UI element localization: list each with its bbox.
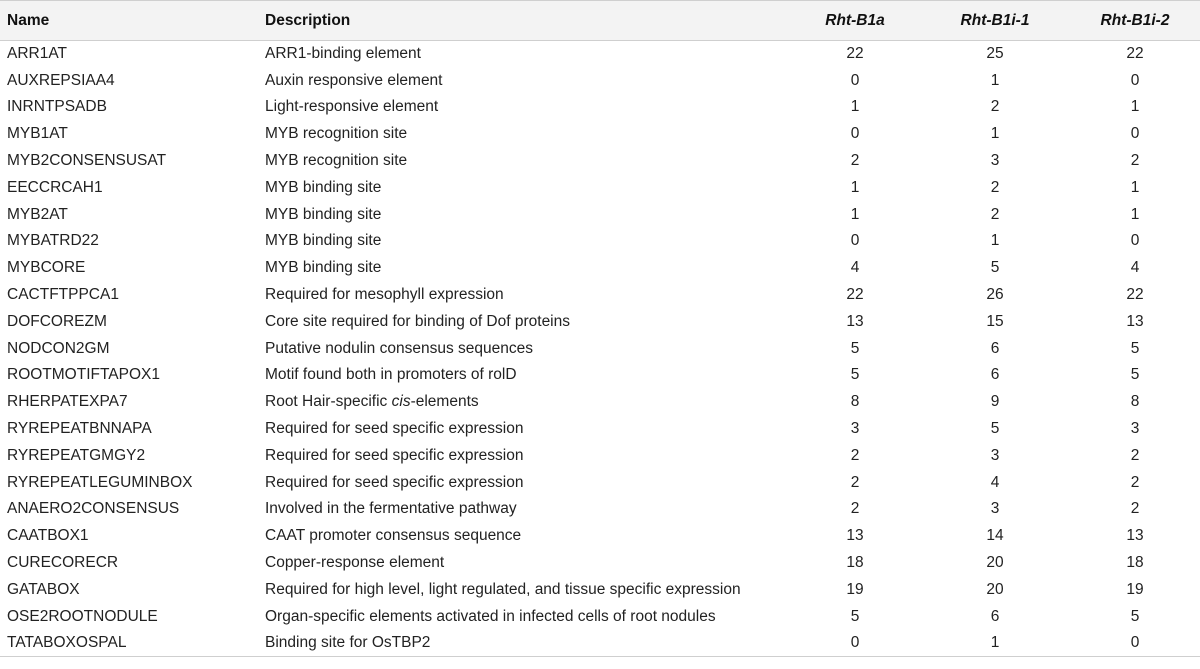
cell-description: Required for seed specific expression [265, 473, 524, 491]
cell-rht-b1i-1: 14 [986, 527, 1004, 545]
cell-name: CAATBOX1 [7, 527, 89, 545]
header-rht-b1a: Rht-B1a [785, 1, 925, 41]
cell-rht-b1i-2: 13 [1126, 312, 1144, 330]
cell-name: MYB1AT [7, 125, 68, 143]
cell-rht-b1i-1: 2 [990, 205, 1000, 223]
cell-name: MYB2CONSENSUSAT [7, 152, 167, 170]
cell-rht-b1i-2: 3 [1130, 420, 1140, 438]
table-row [0, 94, 1200, 121]
table-row [0, 228, 1200, 255]
cell-rht-b1a: 13 [846, 312, 864, 330]
cell-rht-b1a: 1 [850, 205, 860, 223]
cell-name: INRNTPSADB [7, 98, 107, 116]
cell-name: RYREPEATBNNAPA [7, 420, 152, 438]
table-row [0, 335, 1200, 362]
cell-rht-b1a: 18 [846, 554, 864, 572]
cell-description: Motif found both in promoters of rolD [265, 366, 517, 384]
cell-rht-b1a: 19 [846, 580, 864, 598]
cell-rht-b1i-1: 20 [986, 580, 1004, 598]
cell-description: Organ-specific elements activated in infected cells of root nodules [265, 607, 716, 625]
table-body [0, 41, 1200, 657]
cell-description: MYB binding site [265, 259, 382, 277]
cell-rht-b1a: 13 [846, 527, 864, 545]
cell-rht-b1i-2: 22 [1126, 45, 1144, 63]
cell-description: Root Hair-specific cis-elements [265, 393, 479, 411]
cell-description: Putative nodulin consensus sequences [265, 339, 533, 357]
table-header [0, 1, 1200, 41]
cell-rht-b1i-1: 6 [990, 607, 1000, 625]
cell-rht-b1a: 3 [850, 420, 860, 438]
cell-name: RYREPEATLEGUMINBOX [7, 473, 193, 491]
cell-rht-b1a: 2 [850, 152, 860, 170]
table-row [0, 308, 1200, 335]
cell-description: Required for seed specific expression [265, 446, 524, 464]
header-row [0, 1, 1200, 41]
cell-name: NODCON2GM [7, 339, 110, 357]
cell-description: Binding site for OsTBP2 [265, 630, 785, 657]
cell-description: MYB recognition site [265, 125, 408, 143]
cell-rht-b1i-1: 6 [990, 366, 1000, 384]
cell-rht-b1i-2: 0 [1065, 630, 1200, 657]
cell-rht-b1i-2: 19 [1126, 580, 1144, 598]
cell-rht-b1i-1: 3 [990, 500, 1000, 518]
cell-rht-b1i-2: 1 [1130, 178, 1140, 196]
cell-rht-b1i-2: 13 [1126, 527, 1144, 545]
table-row [0, 282, 1200, 309]
cell-name: ANAERO2CONSENSUS [7, 500, 180, 518]
header-description: Description [265, 1, 785, 41]
cell-rht-b1i-2: 0 [1130, 232, 1140, 250]
cell-rht-b1i-1: 1 [990, 71, 1000, 89]
cell-description: MYB binding site [265, 232, 382, 250]
cell-rht-b1i-2: 5 [1130, 607, 1140, 625]
cell-rht-b1i-2: 8 [1130, 393, 1140, 411]
cell-description: MYB binding site [265, 178, 382, 196]
cell-rht-b1i-1: 1 [925, 630, 1065, 657]
cell-rht-b1i-2: 1 [1130, 205, 1140, 223]
cell-rht-b1i-1: 1 [990, 125, 1000, 143]
cell-rht-b1i-2: 5 [1130, 339, 1140, 357]
table-row [0, 442, 1200, 469]
cell-description: MYB recognition site [265, 152, 408, 170]
cell-rht-b1i-2: 4 [1130, 259, 1140, 277]
cell-name: MYBCORE [7, 259, 86, 277]
cell-rht-b1a: 2 [850, 500, 860, 518]
cell-rht-b1a: 0 [850, 125, 860, 143]
cell-description: Core site required for binding of Dof proteins [265, 312, 570, 330]
cell-rht-b1i-2: 22 [1126, 286, 1144, 304]
cell-description: Auxin responsive element [265, 71, 443, 89]
cell-description: Required for mesophyll expression [265, 286, 504, 304]
cell-name: RYREPEATGMGY2 [7, 446, 146, 464]
cell-rht-b1a: 8 [850, 393, 860, 411]
cell-rht-b1i-2: 2 [1130, 446, 1140, 464]
cell-description: Required for high level, light regulated, and tissue specific expression [265, 580, 741, 598]
cell-rht-b1i-2: 1 [1130, 98, 1140, 116]
cell-description: Involved in the fermentative pathway [265, 500, 517, 518]
cell-rht-b1i-2: 5 [1130, 366, 1140, 384]
cell-description: Copper-response element [265, 554, 445, 572]
cell-name: GATABOX [7, 580, 80, 598]
cell-rht-b1a: 0 [850, 232, 860, 250]
table-row [0, 550, 1200, 577]
cell-rht-b1i-1: 4 [990, 473, 1000, 491]
cell-name: OSE2ROOTNODULE [7, 607, 158, 625]
cell-name: AUXREPSIAA4 [7, 71, 115, 89]
cell-rht-b1i-1: 3 [990, 446, 1000, 464]
cell-rht-b1a: 22 [846, 286, 864, 304]
cell-description: Required for seed specific expression [265, 420, 524, 438]
table-row [0, 576, 1200, 603]
table-row [0, 603, 1200, 630]
cell-rht-b1i-1: 3 [990, 152, 1000, 170]
cell-rht-b1a: 1 [850, 98, 860, 116]
table-row [0, 362, 1200, 389]
cell-rht-b1a: 4 [850, 259, 860, 277]
cell-name: CURECORECR [7, 554, 119, 572]
table-row [0, 416, 1200, 443]
cell-rht-b1i-1: 5 [990, 420, 1000, 438]
cell-rht-b1i-2: 2 [1130, 473, 1140, 491]
cell-rht-b1i-2: 2 [1130, 152, 1140, 170]
cell-name: DOFCOREZM [7, 312, 107, 330]
cell-name: CACTFTPPCA1 [7, 286, 119, 304]
cell-rht-b1i-2: 18 [1126, 554, 1144, 572]
table-row [0, 496, 1200, 523]
table-row [0, 523, 1200, 550]
table-row [0, 630, 1200, 657]
table-row [0, 389, 1200, 416]
cell-rht-b1i-1: 26 [986, 286, 1004, 304]
table-row [0, 41, 1200, 68]
cell-rht-b1i-1: 9 [990, 393, 1000, 411]
cell-description: MYB binding site [265, 205, 382, 223]
cell-rht-b1i-2: 2 [1130, 500, 1140, 518]
cell-rht-b1i-2: 0 [1130, 125, 1140, 143]
header-rht-b1i-2: Rht-B1i-2 [1065, 1, 1200, 41]
cell-rht-b1i-1: 20 [986, 554, 1004, 572]
cell-rht-b1a: 2 [850, 473, 860, 491]
table-row [0, 148, 1200, 175]
table-row [0, 255, 1200, 282]
cell-name: MYB2AT [7, 205, 68, 223]
cell-rht-b1i-1: 6 [990, 339, 1000, 357]
cell-name: ARR1AT [7, 45, 68, 63]
cell-name: RHERPATEXPA7 [7, 393, 128, 411]
cell-rht-b1a: 5 [850, 366, 860, 384]
cell-description: CAAT promoter consensus sequence [265, 527, 522, 545]
header-name: Name [0, 1, 265, 41]
table-row [0, 174, 1200, 201]
header-rht-b1i-1: Rht-B1i-1 [925, 1, 1065, 41]
cell-rht-b1i-1: 2 [990, 178, 1000, 196]
cell-rht-b1a: 2 [850, 446, 860, 464]
cell-name: ROOTMOTIFTAPOX1 [7, 366, 160, 384]
cell-name: TATABOXOSPAL [0, 630, 265, 657]
table-row [0, 201, 1200, 228]
cell-rht-b1i-1: 15 [986, 312, 1004, 330]
cell-rht-b1a: 0 [850, 71, 860, 89]
cell-rht-b1a: 22 [846, 45, 864, 63]
table-row [0, 469, 1200, 496]
cell-rht-b1i-1: 2 [990, 98, 1000, 116]
cell-rht-b1i-1: 25 [986, 45, 1004, 63]
cell-description: Light-responsive element [265, 98, 439, 116]
cell-rht-b1a: 5 [850, 607, 860, 625]
cell-name: EECCRCAH1 [7, 178, 103, 196]
cell-description: ARR1-binding element [265, 45, 421, 63]
cell-rht-b1a: 0 [785, 630, 925, 657]
cell-rht-b1i-1: 5 [990, 259, 1000, 277]
cell-rht-b1a: 5 [850, 339, 860, 357]
cell-rht-b1a: 1 [850, 178, 860, 196]
cell-name: MYBATRD22 [7, 232, 99, 250]
table-row [0, 67, 1200, 94]
cell-rht-b1i-1: 1 [990, 232, 1000, 250]
table-row [0, 121, 1200, 148]
cell-rht-b1i-2: 0 [1130, 71, 1140, 89]
